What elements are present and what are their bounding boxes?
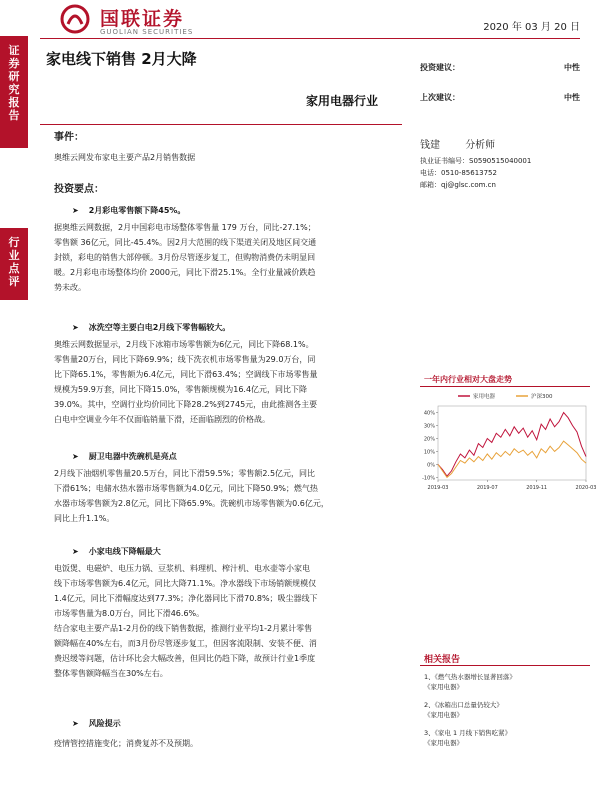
y-tick-label: -10% bbox=[422, 475, 435, 482]
text-line: 零售额 36亿元，同比-45.4%。因2月大范围的线下渠道关闭及地区间交通 bbox=[54, 238, 317, 247]
x-tick-label: 2019-11 bbox=[526, 485, 548, 491]
analyst-phone: 电话：0510-85613752 bbox=[420, 169, 497, 177]
relative-performance-chart bbox=[418, 388, 597, 498]
arrow-bullet-icon: ➤ bbox=[72, 547, 79, 556]
arrow-bullet-icon: ➤ bbox=[72, 206, 79, 215]
arrow-bullet-icon: ➤ bbox=[72, 452, 79, 461]
text-line: 整体零售额降幅当在30%左右。 bbox=[54, 669, 168, 678]
related-report-item[interactable] bbox=[424, 700, 590, 720]
side-tab-top-char: 证 bbox=[8, 44, 20, 57]
industry-label: 家用电器行业 bbox=[306, 94, 379, 108]
section-heading-kitchen: ➤ 厨卫电器中洗碗机是亮点 bbox=[72, 452, 177, 461]
text-line: 水器市场零售额为2.8亿元，同比下降65.9%。洗碗机市场零售额为0.6亿元， bbox=[54, 499, 329, 508]
section-body-risk bbox=[54, 736, 404, 751]
side-tab-mid-char: 行 bbox=[8, 236, 20, 249]
x-tick-label: 2019-07 bbox=[476, 485, 498, 491]
text-line: 奥维云网数据显示，2月线下冰箱市场零售额为6亿元，同比下降68.1%。 bbox=[54, 340, 314, 349]
text-line: 线下市场零售额为6.4亿元，同比大降71.1%。净水器线下市场销额规模仅 bbox=[54, 579, 317, 588]
side-tab-top-char: 券 bbox=[8, 57, 20, 70]
section-heading-tv: ➤ 2月彩电零售额下降45%。 bbox=[72, 206, 186, 215]
text-line: 暖。2月彩电市场整体均价 2000元，同比下滑25.1%。全行业量减价跌趋 bbox=[54, 268, 316, 277]
side-tab-report-type bbox=[0, 36, 28, 148]
side-tab-top-char: 报 bbox=[8, 96, 20, 109]
related-report-source: 《家用电器》 bbox=[424, 739, 463, 747]
side-tab-industry-comment bbox=[0, 228, 28, 300]
arrow-bullet-icon: ➤ bbox=[72, 719, 79, 728]
analyst-role: 分析师 bbox=[465, 140, 496, 151]
y-tick-label: 30% bbox=[423, 423, 435, 430]
y-tick-label: 10% bbox=[423, 449, 435, 456]
chart-title-divider bbox=[420, 386, 590, 387]
related-report-item[interactable] bbox=[424, 728, 590, 748]
legend-label: 家用电器 bbox=[473, 394, 496, 400]
text-line: 疫情管控措施变化；消费复苏不及预期。 bbox=[54, 739, 198, 748]
report-title: 家电线下销售 2月大降 bbox=[46, 50, 197, 68]
text-line: 规模为59.9万套，同比下降15.0%，零售额规模为16.4亿元，同比下降 bbox=[54, 385, 308, 394]
related-report-title: 1、《燃气热水器增长显著回落》 bbox=[424, 673, 516, 681]
event-heading: 事件： bbox=[54, 132, 84, 143]
logo-mark-icon bbox=[60, 4, 90, 34]
y-tick-label: 0% bbox=[427, 462, 435, 469]
chart-frame bbox=[438, 406, 586, 480]
side-tab-top-char: 究 bbox=[8, 83, 20, 96]
text-line: 电饭煲、电磁炉、电压力锅、豆浆机、料理机、榨汁机、电水壶等小家电 bbox=[54, 564, 310, 573]
text-line: 费迟缓等问题，估计环比会大幅改善，但同比仍趋下降，故预计行业1季度 bbox=[54, 654, 316, 663]
section-body-kitchen bbox=[54, 466, 404, 526]
x-tick-label: 2020-03 bbox=[575, 485, 597, 491]
text-line: 封锁，彩电的销售大部停顿。3月份尽管逐步复工，但购物消费仍未明显回 bbox=[54, 253, 316, 262]
analyst-name: 钱建 bbox=[420, 140, 440, 151]
x-tick-label: 2019-03 bbox=[427, 485, 449, 491]
text-line: 比下降65.1%，零售额为6.4亿元，同比下滑63.4%；空调线下市场零售量 bbox=[54, 370, 318, 379]
side-tab-top-char: 研 bbox=[8, 70, 20, 83]
related-report-source: 《家用电器》 bbox=[424, 711, 463, 719]
side-tab-top-char: 告 bbox=[8, 109, 20, 122]
title-divider bbox=[40, 124, 402, 125]
section-body-small-appliances bbox=[54, 561, 404, 681]
related-reports-divider bbox=[420, 665, 590, 666]
rating-current-label: 投资建议： bbox=[420, 63, 460, 72]
text-line: 1.4亿元，同比下滑幅度达到77.3%；净化器同比下滑70.8%；吸尘器线下 bbox=[54, 594, 318, 603]
event-text: 奥维云网发布家电主要产品2月销售数据 bbox=[54, 153, 196, 162]
analyst-cert: 执业证书编号：S0590515040001 bbox=[420, 157, 532, 165]
legend-label: 沪深300 bbox=[531, 394, 553, 400]
rating-previous-label: 上次建议： bbox=[420, 93, 460, 102]
section-body-white-goods bbox=[54, 337, 404, 427]
text-line: 市场零售量为8.0万台，同比下滑46.6%。 bbox=[54, 609, 205, 618]
section-heading-white-goods: ➤ 冰洗空等主要白电2月线下零售幅较大。 bbox=[72, 323, 231, 332]
header-divider bbox=[40, 38, 580, 39]
y-tick-label: 40% bbox=[423, 410, 435, 417]
report-date: 2020 年 03 月 20 日 bbox=[483, 22, 580, 33]
arrow-bullet-icon: ➤ bbox=[72, 323, 79, 332]
side-tab-mid-char: 点 bbox=[8, 262, 20, 275]
logo-text-cn: 国联证券 bbox=[100, 8, 185, 30]
side-tab-mid-char: 评 bbox=[8, 275, 20, 288]
series-line-csi300 bbox=[438, 441, 586, 477]
related-report-title: 2、《冰箱出口总量仍较大》 bbox=[424, 701, 503, 709]
text-line: 下滑61%；电储水热水器市场零售额为4.0亿元，同比下降50.9%；燃气热 bbox=[54, 484, 318, 493]
text-line: 势未改。 bbox=[54, 283, 86, 292]
text-line: 39.0%。其中，空调行业均价同比下降28.2%到2745元，由此推测各主要 bbox=[54, 400, 318, 409]
text-line: 同比上升1.1%。 bbox=[54, 514, 115, 523]
y-tick-label: 20% bbox=[423, 436, 435, 443]
text-line: 额降幅在40%左右，而3月份尽管逐步复工，但因客流限制、安装不便、消 bbox=[54, 639, 317, 648]
analyst-info bbox=[420, 136, 590, 191]
text-line: 结合家电主要产品1-2月份的线下销售数据，推测行业平均1-2月累计零售 bbox=[54, 624, 313, 633]
related-report-source: 《家用电器》 bbox=[424, 683, 463, 691]
text-line: 白电中空调业今年不仅面临销量下滑，还面临剧烈的价格战。 bbox=[54, 415, 270, 424]
section-body-tv bbox=[54, 220, 404, 295]
text-line: 据奥维云网数据，2月中国彩电市场整体零售量 179 万台，同比-27.1%； bbox=[54, 223, 316, 232]
text-line: 2月线下油烟机零售量20.5万台，同比下滑59.5%；零售额2.5亿元，同比 bbox=[54, 469, 316, 478]
company-logo bbox=[60, 2, 230, 40]
section-heading-risk: ➤ 风险提示 bbox=[72, 719, 121, 728]
points-heading: 投资要点： bbox=[54, 184, 104, 195]
section-heading-small-appliances: ➤ 小家电线下降幅最大 bbox=[72, 547, 161, 556]
analyst-email: 邮箱：qj@glsc.com.cn bbox=[420, 181, 496, 189]
series-line-home-appliances bbox=[438, 413, 586, 477]
chart-title: 一年内行业相对大盘走势 bbox=[424, 375, 512, 384]
related-report-title: 3、《家电 1 月线下销售吃紧》 bbox=[424, 729, 512, 737]
related-reports-heading: 相关报告 bbox=[424, 655, 461, 665]
logo-text-en: GUOLIAN SECURITIES bbox=[100, 28, 194, 36]
text-line: 零售量20万台，同比下降69.9%；线下洗衣机市场零售量为29.0万台，同 bbox=[54, 355, 316, 364]
rating-previous-value: 中性 bbox=[564, 93, 580, 102]
rating-current-value: 中性 bbox=[564, 63, 580, 72]
related-report-item[interactable] bbox=[424, 672, 590, 692]
side-tab-mid-char: 业 bbox=[8, 249, 20, 262]
